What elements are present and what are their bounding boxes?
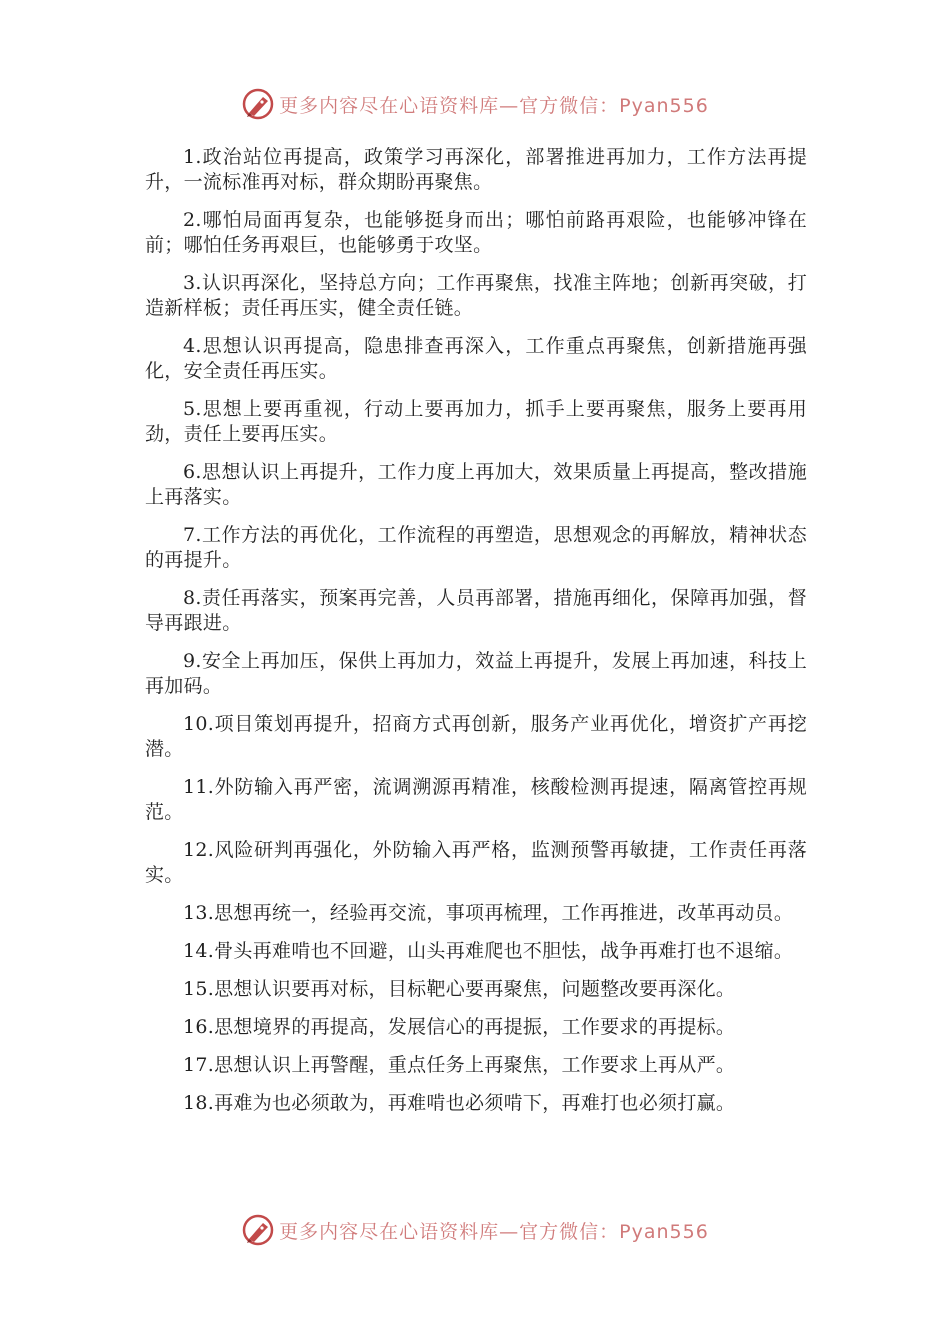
banner-text: 更多内容尽在心语资料库—官方微信：Pyan556 — [279, 1220, 709, 1243]
list-item: 6.思想认识上再提升，工作力度上再加大，效果质量上再提高，整改措施上再落实。 — [145, 461, 807, 508]
list-item: 15.思想认识要再对标，目标靶心要再聚焦，问题整改要再深化。 — [183, 978, 736, 1000]
list-item: 12.风险研判再强化，外防输入再严格，监测预警再敏捷，工作责任再落实。 — [145, 839, 807, 886]
list-item: 1.政治站位再提高，政策学习再深化，部署推进再加力，工作方法再提升，一流标准再对标，群众期盼再聚焦。 — [145, 146, 807, 193]
list-item: 18.再难为也必须敢为，再难啃也必须啃下，再难打也必须打赢。 — [183, 1092, 736, 1114]
document-body — [145, 145, 807, 1129]
list-item: 14.骨头再难啃也不回避，山头再难爬也不胆怯，战争再难打也不退缩。 — [183, 940, 794, 962]
list-item: 4.思想认识再提高，隐患排查再深入，工作重点再聚焦，创新措施再强化，安全责任再压实。 — [145, 335, 807, 382]
banner-text: 更多内容尽在心语资料库—官方微信：Pyan556 — [279, 94, 709, 117]
list-item: 10.项目策划再提升，招商方式再创新，服务产业再优化，增资扩产再挖潜。 — [145, 713, 807, 760]
list-item: 2.哪怕局面再复杂，也能够挺身而出；哪怕前路再艰险，也能够冲锋在前；哪怕任务再艰巨，也能够勇于攻坚。 — [145, 209, 807, 256]
list-item: 9.安全上再加压，保供上再加力，效益上再提升，发展上再加速，科技上再加码。 — [145, 650, 807, 697]
list-item: 11.外防输入再严密，流调溯源再精准，核酸检测再提速，隔离管控再规范。 — [145, 776, 807, 823]
pen-nib-logo-icon — [241, 1213, 275, 1247]
list-item: 17.思想认识上再警醒，重点任务上再聚焦，工作要求上再从严。 — [183, 1054, 736, 1076]
list-item: 3.认识再深化，坚持总方向；工作再聚焦，找准主阵地；创新再突破，打造新样板；责任再压实，健全责任链。 — [145, 272, 807, 319]
list-item: 8.责任再落实，预案再完善，人员再部署，措施再细化，保障再加强，督导再跟进。 — [145, 587, 807, 634]
list-item: 7.工作方法的再优化，工作流程的再塑造，思想观念的再解放，精神状态的再提升。 — [145, 524, 807, 571]
header-banner — [0, 84, 950, 124]
wechat-id: Pyan556 — [619, 1220, 709, 1243]
list-item: 13.思想再统一，经验再交流，事项再梳理，工作再推进，改革再动员。 — [183, 902, 794, 924]
list-item: 5.思想上要再重视，行动上要再加力，抓手上要再聚焦，服务上要再用劲，责任上要再压实。 — [145, 398, 807, 445]
wechat-id: Pyan556 — [619, 94, 709, 117]
list-item: 16.思想境界的再提高，发展信心的再提振，工作要求的再提标。 — [183, 1016, 736, 1038]
footer-banner — [0, 1210, 950, 1250]
pen-nib-logo-icon — [241, 87, 275, 121]
